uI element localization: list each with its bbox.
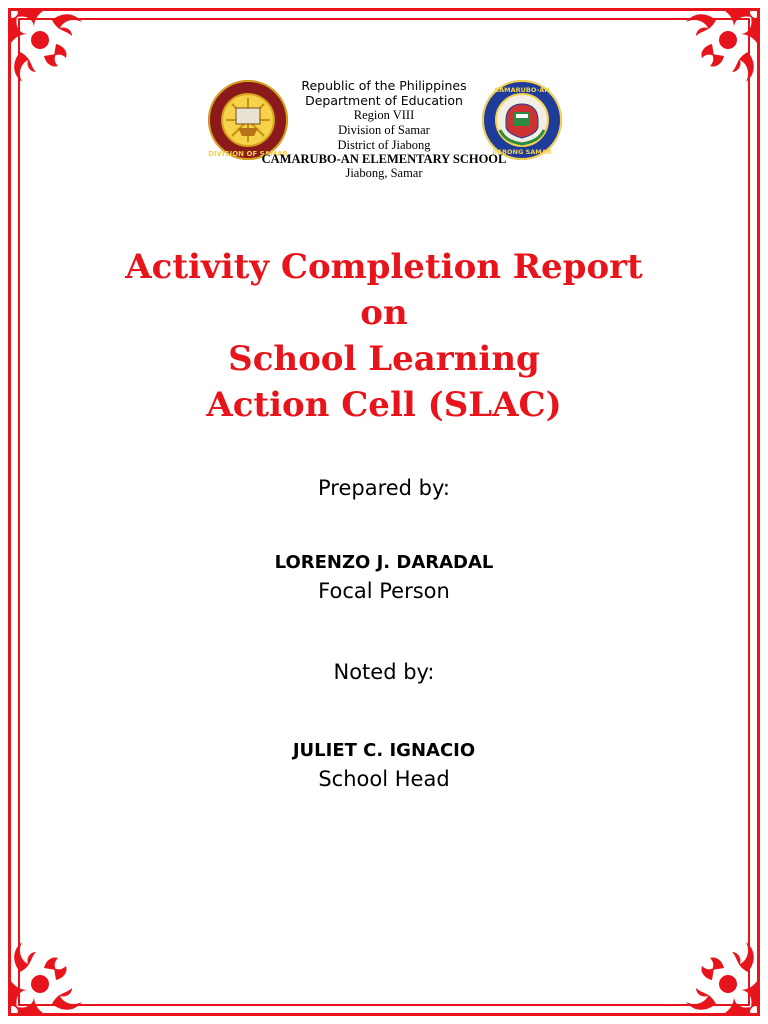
title-line: School Learning	[228, 339, 540, 379]
preparer-role: Focal Person	[318, 579, 450, 603]
noter-name: JULIET C. IGNACIO	[292, 740, 476, 761]
svg-text:DIVISION OF SAMAR: DIVISION OF SAMAR	[208, 150, 288, 158]
report-title	[0, 244, 768, 428]
header-division: Division of Samar	[338, 123, 430, 137]
svg-text:JIABONG SAMAR: JIABONG SAMAR	[492, 148, 552, 156]
header-region: Region VIII	[353, 108, 415, 122]
corner-ornament-icon	[658, 914, 768, 1024]
title-line: Action Cell (SLAC)	[206, 385, 562, 425]
noter-role: School Head	[318, 767, 450, 791]
prepared-by-label: Prepared by:	[318, 476, 450, 500]
header-location: Jiabong, Samar	[345, 166, 423, 180]
svg-text:CAMARUBO-AN: CAMARUBO-AN	[494, 86, 550, 94]
title-line: Activity Completion Report	[125, 247, 643, 287]
preparer-name: LORENZO J. DARADAL	[274, 552, 494, 573]
header-district: District of Jiabong	[337, 138, 431, 152]
header-department: Department of Education	[305, 93, 463, 108]
noted-by-label: Noted by:	[333, 660, 435, 684]
header-republic: Republic of the Philippines	[301, 78, 467, 93]
title-line: on	[360, 293, 408, 333]
corner-ornament-icon	[0, 914, 110, 1024]
header-school-name: CAMARUBO-AN ELEMENTARY SCHOOL	[261, 152, 507, 166]
